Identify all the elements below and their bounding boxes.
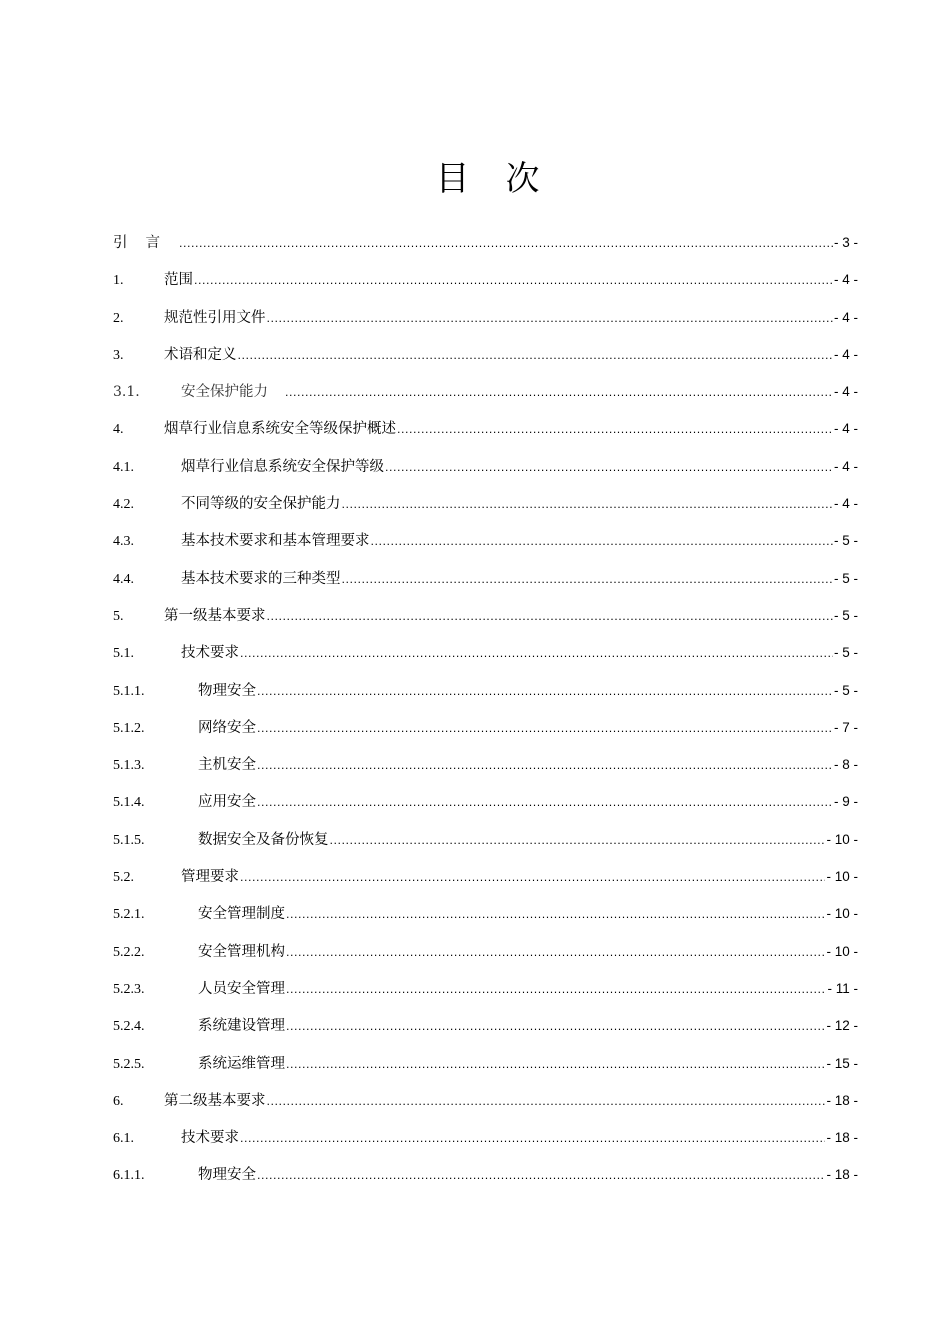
toc-entry-page: - 18 -: [826, 1130, 858, 1146]
toc-entry-number: 6.: [113, 1093, 124, 1109]
toc-entry-label: 系统建设管理: [198, 1018, 285, 1035]
toc-dot-leader: [342, 567, 833, 593]
toc-entry-label: 主机安全: [198, 757, 256, 774]
toc-entry[interactable]: [113, 864, 858, 901]
toc-dot-leader: [342, 492, 833, 518]
toc-dot-leader: [286, 940, 825, 966]
toc-entry-number: 5.2.5.: [113, 1056, 145, 1072]
toc-entry[interactable]: [113, 1162, 858, 1199]
toc-entry-label: 管理要求: [181, 869, 239, 886]
toc-entry-label: 烟草行业信息系统安全保护等级: [181, 458, 384, 475]
toc-entry-page: - 5 -: [833, 607, 858, 623]
toc-entry[interactable]: [113, 1088, 858, 1125]
toc-entry-label: 安全管理制度: [198, 906, 285, 923]
toc-entry-page: - 3 -: [833, 235, 858, 250]
toc-entry[interactable]: [113, 305, 858, 342]
toc-dot-leader: [194, 268, 833, 294]
toc-entry-number: 5.1.4.: [113, 795, 145, 811]
toc-dot-leader: [238, 343, 833, 369]
toc-entry[interactable]: [113, 267, 858, 304]
toc-entry-label: 范围: [164, 272, 193, 289]
toc-entry-page: - 7 -: [833, 719, 858, 735]
toc-entry-number: 5.1.: [113, 646, 134, 662]
toc-entry-number: 5.1.2.: [113, 720, 145, 736]
toc-entry[interactable]: [113, 976, 858, 1013]
toc-dot-leader: [267, 1089, 826, 1115]
toc-dot-leader: [397, 417, 833, 443]
toc-entry-number: 4.2.: [113, 497, 134, 513]
toc-entry-label: 安全管理机构: [198, 943, 285, 960]
toc-entry-page: - 18 -: [826, 1092, 858, 1108]
toc-entry-page: - 18 -: [826, 1167, 858, 1183]
toc-entry-number: 4.4.: [113, 571, 134, 587]
toc-entry-number: 5.2.4.: [113, 1019, 145, 1035]
toc-entry[interactable]: [113, 827, 858, 864]
toc-entry-page: - 4 -: [833, 421, 858, 437]
toc-dot-leader: [286, 1014, 825, 1040]
title-char-1: 目: [435, 159, 470, 199]
toc-entry-label: 应用安全: [198, 794, 256, 811]
toc-entry-page: - 4 -: [833, 384, 858, 400]
toc-dot-leader: [285, 380, 833, 406]
toc-entry-number: 5.1.3.: [113, 758, 145, 774]
toc-dot-leader: [286, 1052, 825, 1078]
toc-entry-page: - 8 -: [833, 757, 858, 773]
toc-entry-label: 物理安全: [198, 1167, 256, 1184]
toc-entry-label: 引言: [113, 235, 178, 251]
toc-entry-number: 4.1.: [113, 459, 134, 475]
toc-entry-number: 3.: [113, 347, 124, 363]
toc-entry-page: - 10 -: [826, 869, 858, 885]
toc-dot-leader: [286, 902, 825, 928]
toc-entry-page: - 15 -: [826, 1055, 858, 1071]
toc-entry-page: - 10 -: [826, 943, 858, 959]
toc-entry-number: 6.1.1.: [113, 1168, 145, 1184]
page-title: [0, 156, 950, 202]
toc-entry[interactable]: [113, 901, 858, 938]
toc-entry-page: - 4 -: [833, 309, 858, 325]
toc-entry-number: 5.2.2.: [113, 944, 145, 960]
toc-entry-page: - 5 -: [833, 570, 858, 586]
toc-entry-label: 数据安全及备份恢复: [198, 831, 329, 848]
toc-dot-leader: [267, 306, 833, 332]
toc-entry-page: - 4 -: [833, 346, 858, 362]
toc-entry[interactable]: [113, 1051, 858, 1088]
toc-entry-label: 第二级基本要求: [164, 1092, 266, 1109]
toc-entry[interactable]: [113, 1013, 858, 1050]
toc-entry[interactable]: [113, 752, 858, 789]
toc-entry-label: 物理安全: [198, 682, 256, 699]
toc-entry-label: 基本技术要求的三种类型: [181, 570, 341, 587]
toc-entry[interactable]: [113, 416, 858, 453]
toc-entry[interactable]: [113, 939, 858, 976]
toc-entry-page: - 11 -: [827, 980, 858, 996]
toc-entry-label: 安全保护能力: [181, 384, 268, 401]
toc-entry[interactable]: [113, 491, 858, 528]
toc-entry-number: 5.2.: [113, 870, 134, 886]
toc-dot-leader: [257, 1163, 825, 1189]
toc-entry[interactable]: [113, 528, 858, 565]
toc-entry-number: 1.: [113, 273, 124, 289]
toc-entry-label: 规范性引用文件: [164, 309, 266, 326]
toc-entry-page: - 10 -: [826, 831, 858, 847]
toc-entry-number: 4.: [113, 422, 124, 438]
toc-entry-page: - 5 -: [833, 682, 858, 698]
toc-entry-page: - 5 -: [833, 533, 858, 549]
toc-entry-label: 人员安全管理: [198, 980, 285, 997]
toc-entry-number: 3.1.: [113, 384, 140, 401]
toc-entry-page: - 9 -: [833, 794, 858, 810]
toc-dot-leader: [385, 455, 833, 481]
toc-entry-label: 不同等级的安全保护能力: [181, 496, 341, 513]
toc-entry[interactable]: [113, 640, 858, 677]
toc-entry-label: 术语和定义: [164, 346, 237, 363]
toc-entry[interactable]: [113, 789, 858, 826]
toc-entry-number: 2.: [113, 310, 124, 326]
toc-dot-leader: [286, 977, 826, 1003]
toc-entry-label: 烟草行业信息系统安全等级保护概述: [164, 421, 396, 438]
toc-dot-leader: [257, 790, 833, 816]
toc-entry[interactable]: [113, 454, 858, 491]
toc-entry-label: 网络安全: [198, 719, 256, 736]
toc-entry-number: 5.: [113, 608, 124, 624]
toc-dot-leader: [371, 529, 833, 555]
toc-entry[interactable]: [113, 566, 858, 603]
toc-dot-leader: [240, 865, 825, 891]
title-char-2: 次: [505, 159, 540, 199]
toc-entry-page: - 4 -: [833, 458, 858, 474]
toc-entry-page: - 4 -: [833, 496, 858, 512]
toc-entry-page: - 12 -: [826, 1018, 858, 1034]
toc-dot-leader: [257, 716, 833, 742]
toc-dot-leader: [179, 231, 833, 257]
toc-entry-page: - 10 -: [826, 906, 858, 922]
toc-dot-leader: [257, 679, 833, 705]
toc-entry-label: 系统运维管理: [198, 1055, 285, 1072]
toc-entry[interactable]: [113, 1125, 858, 1162]
toc-dot-leader: [267, 604, 833, 630]
toc-entry-number: 4.3.: [113, 534, 134, 550]
toc-entry[interactable]: [113, 230, 858, 267]
toc-entry-label: 第一级基本要求: [164, 607, 266, 624]
toc-dot-leader: [330, 828, 826, 854]
toc-entry-page: - 4 -: [833, 272, 858, 288]
toc-entry-page: - 5 -: [833, 645, 858, 661]
toc-entry[interactable]: [113, 342, 858, 379]
toc-dot-leader: [240, 641, 833, 667]
toc-entry-number: 6.1.: [113, 1131, 134, 1147]
toc-entry-number: 5.2.3.: [113, 981, 145, 997]
table-of-contents: [113, 230, 858, 1200]
toc-entry-number: 5.1.5.: [113, 832, 145, 848]
toc-entry-label: 基本技术要求和基本管理要求: [181, 533, 370, 550]
toc-entry-label: 技术要求: [181, 1130, 239, 1147]
toc-entry-number: 5.2.1.: [113, 907, 145, 923]
toc-entry-number: 5.1.1.: [113, 683, 145, 699]
toc-entry-label: 技术要求: [181, 645, 239, 662]
toc-dot-leader: [257, 753, 833, 779]
toc-entry[interactable]: [113, 715, 858, 752]
toc-entry[interactable]: [113, 379, 858, 416]
toc-entry[interactable]: [113, 678, 858, 715]
toc-entry[interactable]: [113, 603, 858, 640]
toc-dot-leader: [240, 1126, 825, 1152]
